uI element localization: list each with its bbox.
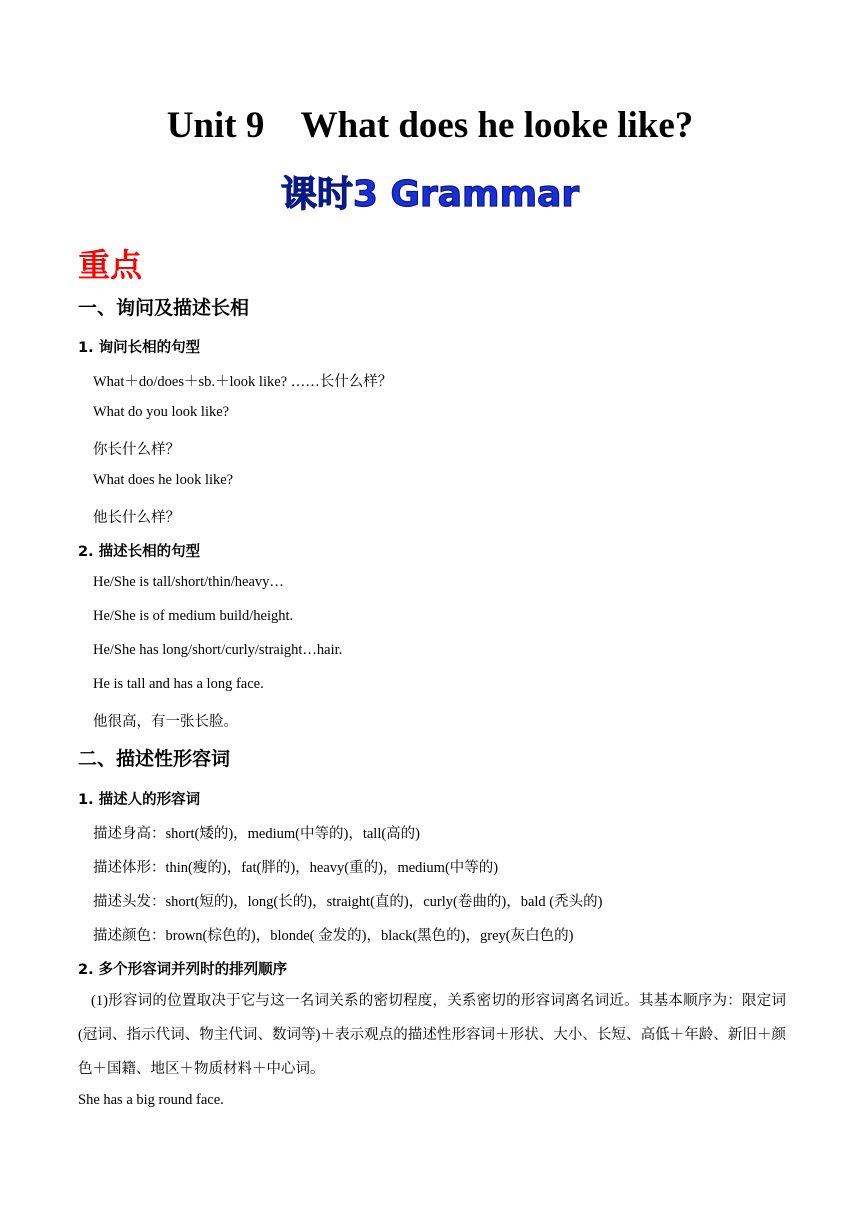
sub-heading: 2. 多个形容词并列时的排列顺序 xyxy=(78,962,288,978)
text-line: He/She has long/short/curly/straight…hair. xyxy=(93,642,343,658)
sub-heading: 1. 询问长相的句型 xyxy=(78,340,201,356)
text-line: What＋do/does＋sb.＋look like? ……长什么样？ xyxy=(93,374,393,390)
paragraph: (1)形容词的位置取决于它与这一名词关系的密切程度，关系密切的形容词离名词近。其基本顺序为：限定词(冠词、指示代词、物主代词、数词等)＋表示观点的描述性形容词＋形状、大小、长短、高低＋年龄、新旧＋颜色＋国籍、地区＋物质材料＋中心词。 xyxy=(78,993,786,1077)
text-line: 他长什么样？ xyxy=(93,510,180,526)
subtitle-wordart xyxy=(270,168,590,218)
sub-heading: 1. 描述人的形容词 xyxy=(78,792,201,808)
text-line: He/She is tall/short/thin/heavy… xyxy=(93,574,284,590)
text-line: 描述头发：short(短的)，long(长的)，straight(直的)，curly(卷曲的)，bald (秃头的) xyxy=(93,894,603,910)
text-line: What does he look like? xyxy=(93,472,234,488)
text-line: 描述体形：thin(瘦的)，fat(胖的)，heavy(重的)，medium(中等的) xyxy=(93,860,499,876)
text-line: 描述颜色：brown(棕色的)，blonde( 金发的)，black(黑色的)，grey(灰白色的) xyxy=(93,928,574,944)
text-line: 描述身高：short(矮的)，medium(中等的)，tall(高的) xyxy=(93,826,421,842)
text-line: 他很高，有一张长脸。 xyxy=(93,714,238,730)
text-line: What do you look like? xyxy=(93,404,230,420)
text-line: 你长什么样？ xyxy=(93,442,180,458)
text-line: He is tall and has a long face. xyxy=(93,676,264,692)
sub-heading: 2. 描述长相的句型 xyxy=(78,544,201,560)
text-line: He/She is of medium build/height. xyxy=(93,608,294,624)
section-heading: 一、询问及描述长相 xyxy=(78,297,250,319)
subtitle-text: 课时3 Grammar xyxy=(280,174,580,215)
example-sentence: She has a big round face. xyxy=(78,1092,224,1108)
section-heading: 二、描述性形容词 xyxy=(78,748,231,770)
key-points-heading: 重点 xyxy=(78,246,143,284)
page-title: Unit 9 What does he looke like? xyxy=(166,105,694,146)
